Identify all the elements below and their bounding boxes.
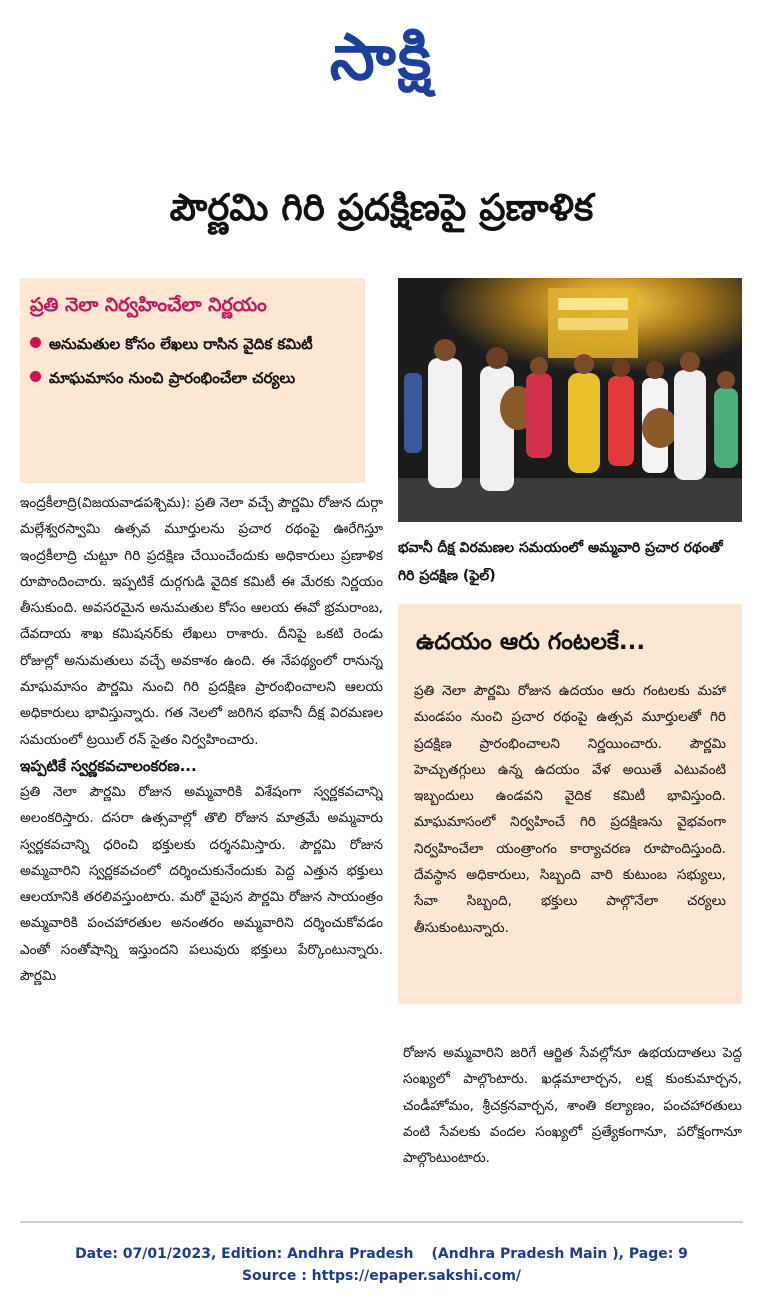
article-lead: ఇంద్రకీలాద్రి(విజయవాడపశ్చిమ): ప్రతి నెలా వచ్చే పౌర్ణమి రోజున దుర్గా మల్లేశ్వరస్వామి ఉత్సవ మూర్తులను ప్రచార రథంపై ఊరేగిస్తూ ఇంద్రకీలాద్రి చుట్టూ గిరి ప్రదక్షిణ చేయించేందుకు అధికారులు ప్రణాళిక రూపొందించారు. ఇప్పటికే దుర్గగుడి వైదిక కమిటీ ఈ మేరకు నిర్ణయం తీసుకుంది. అవసరమైన అనుమతుల కోసం ఆలయ ఈవో భ్రమరాంబ, దేవదాయ శాఖ కమిషనర్‌కు లేఖలు రాశారు. దీనిపై ఒకటి రెండు రోజుల్లో అనుమతులు వచ్చే అవకాశం ఉంది. ఈ నేపథ్యంలో రానున్న మాఘమాసం పౌర్ణమి నుంచి గిరి ప్రదక్షిణ ప్రారంభించాలని ఆలయ అధికారులు భావిస్తున్నారు. గత నెలలో జరిగిన భవానీ దీక్ష విరమణల సమయంలో ట్రయిల్ రన్ సైతం నిర్వహించారు. bbox=[20, 495, 383, 748]
bullet-dot-icon bbox=[30, 371, 41, 382]
news-photo bbox=[398, 278, 742, 522]
footer-divider bbox=[20, 1221, 743, 1223]
bullet-text: అనుమతుల కోసం లేఖలు రాసిన వైదిక కమిటీ bbox=[49, 335, 313, 353]
article-paragraph: ప్రతి నెలా పౌర్ణమి రోజున అమ్మవారికి విశేషంగా స్వర్ణకవచాన్ని అలంకరిస్తారు. దసరా ఉత్సవాల్లో తొలి రోజున మాత్రమే అమ్మవారు స్వర్ణకవచాన్ని ధరించి భక్తులకు దర్శనమిస్తారు. పౌర్ణమి రోజున అమ్మవారిని స్వర్ణకవచంలో దర్శించుకునేందుకు పెద్ద ఎత్తున భక్తులు ఆలయానికి తరలివస్తుంటారు. మరో వైపున పౌర్ణమి రోజున సాయంత్రం అమ్మవారికి పంచహారతుల అనంతరం అమ్మవారిని దర్శించుకోవడం ఎంతో సంతోషాన్ని ఇస్తుందని పలువురు భక్తులు పేర్కొంటున్నారు. పౌర్ణమి bbox=[20, 783, 383, 985]
footer bbox=[0, 1243, 763, 1287]
subhead-box bbox=[20, 278, 365, 483]
headline: పౌర్ణమి గిరి ప్రదక్షిణపై ప్రణాళిక bbox=[169, 186, 594, 229]
bullet-item bbox=[30, 362, 355, 394]
bullet-text: మాఘమాసం నుంచి ప్రారంభించేలా చర్యలు bbox=[49, 369, 296, 387]
sidebar-body: ప్రతి నెలా పౌర్ణమి రోజున ఉదయం ఆరు గంటలకు మహా మండపం నుంచి ప్రచార రథంపై ఉత్సవ మూర్తులతో గిరి ప్రదక్షిణ ప్రారంభించాలని నిర్ణయించారు. పౌర్ణమి హెచ్చుతగ్గులు ఉన్న ఉదయం వేళ అయితే ఎటువంటి ఇబ్బందులు ఉండవని వైదిక కమిటీ భావిస్తుంది. మాఘమాసంలో నిర్వహించే గిరి ప్రదక్షిణను వైభవంగా నిర్వహించేలా యంత్రాంగం కార్యాచరణ రూపొందిస్తుంది. దేవస్థాన అధికారులు, సిబ్బంది వారి కుటుంబ సభ్యులు, సేవా సిబ్బంది, భక్తులు పాల్గొనేలా చర్యలు తీసుకుంటున్నారు. bbox=[414, 683, 726, 936]
sidebar-title: ఉదయం ఆరు గంటలకే... bbox=[416, 629, 646, 655]
bullet-dot-icon bbox=[30, 337, 41, 348]
subhead-title: ప్రతి నెలా నిర్వహించేలా నిర్ణయం bbox=[30, 294, 267, 316]
footer-source[interactable]: Source : https://epaper.sakshi.com/ bbox=[241, 1268, 522, 1284]
footer-edition: (Andhra Pradesh Main ), Page: 9 bbox=[431, 1246, 688, 1262]
bullet-item bbox=[30, 328, 355, 360]
footer-date: Date: 07/01/2023, Edition: Andhra Pradesh bbox=[75, 1246, 414, 1262]
photo-caption: భవానీ దీక్ష విరమణల సమయంలో అమ్మవారి ప్రచార రథంతో గిరి ప్రదక్షిణ (ఫైల్) bbox=[398, 540, 723, 584]
masthead-logo: సాక్షి bbox=[329, 21, 434, 95]
footer-date-line bbox=[0, 1243, 763, 1265]
article-continuation-text: రోజున అమ్మవారిని జరిగే ఆర్జిత సేవల్లోనూ ఉభయదాతలు పెద్ద సంఖ్యలో పాల్గొంటారు. ఖడ్గమాలార్చన, లక్ష కుంకుమార్చన, చండీహోమం, శ్రీచక్రనవార్చన, శాంతి కల్యాణం, పంచహారతులు వంటి సేవలకు వందల సంఖ్యలో ప్రత్యేకంగానూ, పరోక్షంగానూ పాల్గొంటుంటారు. bbox=[403, 1045, 742, 1167]
sidebar-box bbox=[398, 604, 742, 1004]
article-column-left bbox=[20, 490, 383, 1215]
article-continuation bbox=[403, 1040, 742, 1215]
procession-photo-image bbox=[398, 278, 742, 522]
article-subheading: ఇప్పటికే స్వర్ణకవచాలంకరణ... bbox=[20, 756, 197, 775]
